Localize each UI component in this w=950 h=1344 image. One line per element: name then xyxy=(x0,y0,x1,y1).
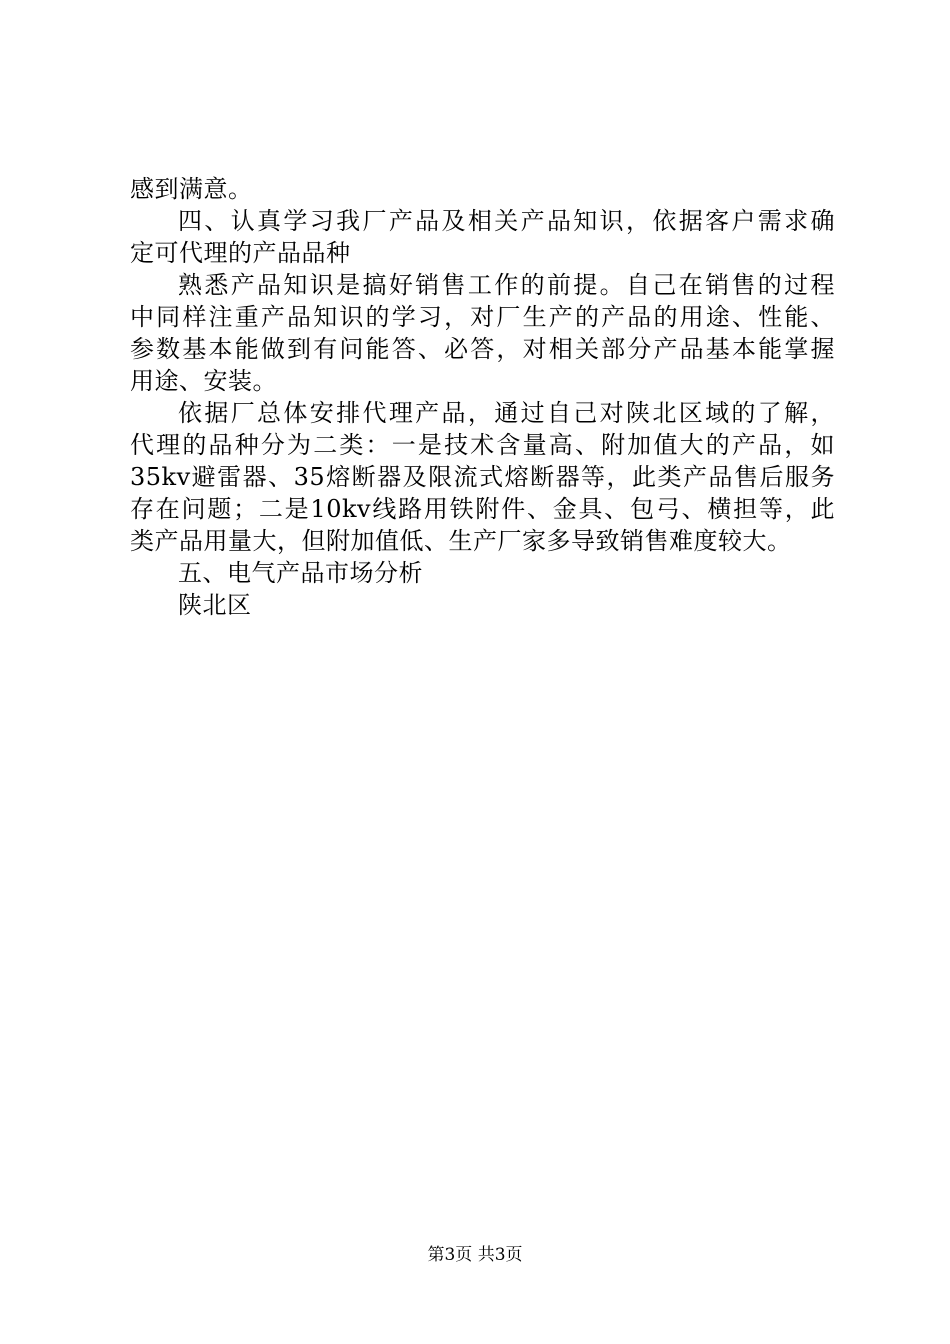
paragraph-line: 35kv避雷器、35熔断器及限流式熔断器等，此类产品售后服务 xyxy=(130,463,835,491)
paragraph-line: 中同样注重产品知识的学习，对厂生产的产品的用途、性能、 xyxy=(130,303,835,331)
paragraph-line: 感到满意。 xyxy=(130,175,253,203)
paragraph-line: 类产品用量大，但附加值低、生产厂家多导致销售难度较大。 xyxy=(130,527,792,555)
paragraph-line: 参数基本能做到有问能答、必答，对相关部分产品基本能掌握 xyxy=(130,335,835,363)
paragraph-line: 代理的品种分为二类：一是技术含量高、附加值大的产品，如 xyxy=(130,431,835,459)
document-body xyxy=(130,173,835,621)
paragraph-line: 依据厂总体安排代理产品，通过自己对陕北区域的了解， xyxy=(178,399,835,427)
paragraph-line: 陕北区 xyxy=(178,591,252,619)
section-heading-line: 五、电气产品市场分析 xyxy=(178,559,423,587)
paragraph-line: 用途、安装。 xyxy=(130,367,277,395)
section-heading-line: 定可代理的产品品种 xyxy=(130,239,351,267)
section-heading-line: 四、认真学习我厂产品及相关产品知识，依据客户需求确 xyxy=(178,207,835,235)
page-number-footer: 第3页 共3页 xyxy=(427,1245,523,1265)
paragraph-line: 存在问题；二是10kv线路用铁附件、金具、包弓、横担等，此 xyxy=(130,495,835,523)
paragraph-line: 熟悉产品知识是搞好销售工作的前提。自己在销售的过程 xyxy=(178,271,835,299)
